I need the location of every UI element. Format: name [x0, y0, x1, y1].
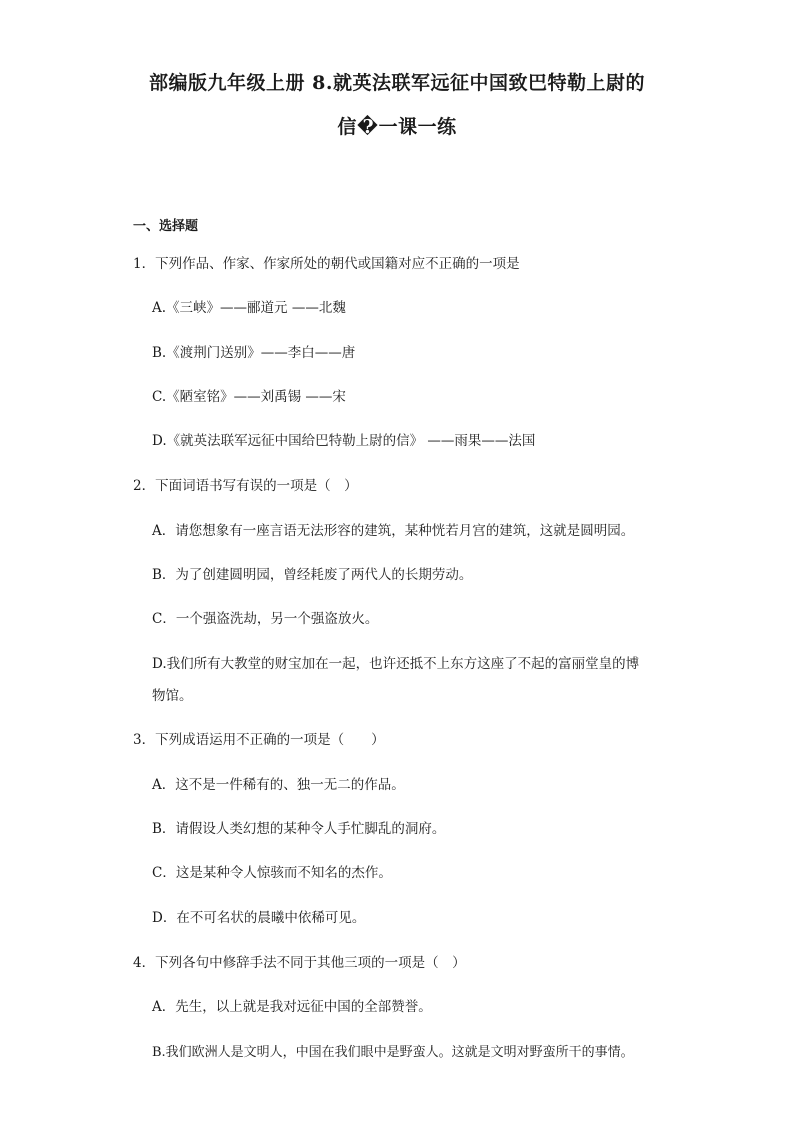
question-2-option-c: C．一个强盗洗劫，另一个强盗放火。 — [152, 611, 379, 627]
question-3-option-b: B．请假设人类幻想的某种令人手忙脚乱的洞府。 — [152, 821, 446, 837]
question-4-option-b: B.我们欧洲人是文明人，中国在我们眼中是野蛮人。这就是文明对野蛮所干的事情。 — [152, 1045, 634, 1060]
section-heading: 一、选择题 — [133, 219, 199, 234]
question-1-option-b: B.《渡荆门送别》——李白——唐 — [152, 345, 356, 361]
question-3-option-c: C．这是某种令人惊骇而不知名的杰作。 — [152, 865, 392, 881]
question-1-option-c: C.《陋室铭》——刘禹锡 ——宋 — [152, 389, 346, 405]
question-4-option-a: A．先生，以上就是我对远征中国的全部赞誉。 — [152, 999, 432, 1015]
document-title-line-1: 部编版九年级上册 8.就英法联军远征中国致巴特勒上尉的 — [149, 72, 645, 94]
question-2-option-a: A．请您想象有一座言语无法形容的建筑，某种恍若月宫的建筑，这就是圆明园。 — [152, 523, 635, 539]
question-1-option-a: A.《三峡》——郦道元 ——北魏 — [152, 300, 346, 316]
question-3-stem: 3．下列成语运用不正确的一项是（ ） — [133, 732, 385, 748]
question-2-option-b: B．为了创建圆明园，曾经耗废了两代人的长期劳动。 — [152, 567, 473, 583]
question-2-stem: 2．下面词语书写有误的一项是（ ） — [133, 478, 358, 494]
document-title-line-2: 信�一课一练 — [337, 116, 457, 138]
question-2-option-d-continuation: 物馆。 — [152, 688, 193, 704]
question-2-option-d: D.我们所有大教堂的财宝加在一起，也许还抵不上东方这座了不起的富丽堂皇的博 — [152, 656, 640, 672]
question-3-option-d: D．在不可名状的晨曦中依稀可见。 — [152, 910, 366, 926]
question-1-option-d: D.《就英法联军远征中国给巴特勒上尉的信》 ——雨果——法国 — [152, 433, 536, 449]
question-3-option-a: A．这不是一件稀有的、独一无二的作品。 — [152, 777, 405, 793]
question-4-stem: 4．下列各句中修辞手法不同于其他三项的一项是（ ） — [133, 955, 466, 971]
question-1-stem: 1．下列作品、作家、作家所处的朝代或国籍对应不正确的一项是 — [133, 256, 520, 272]
